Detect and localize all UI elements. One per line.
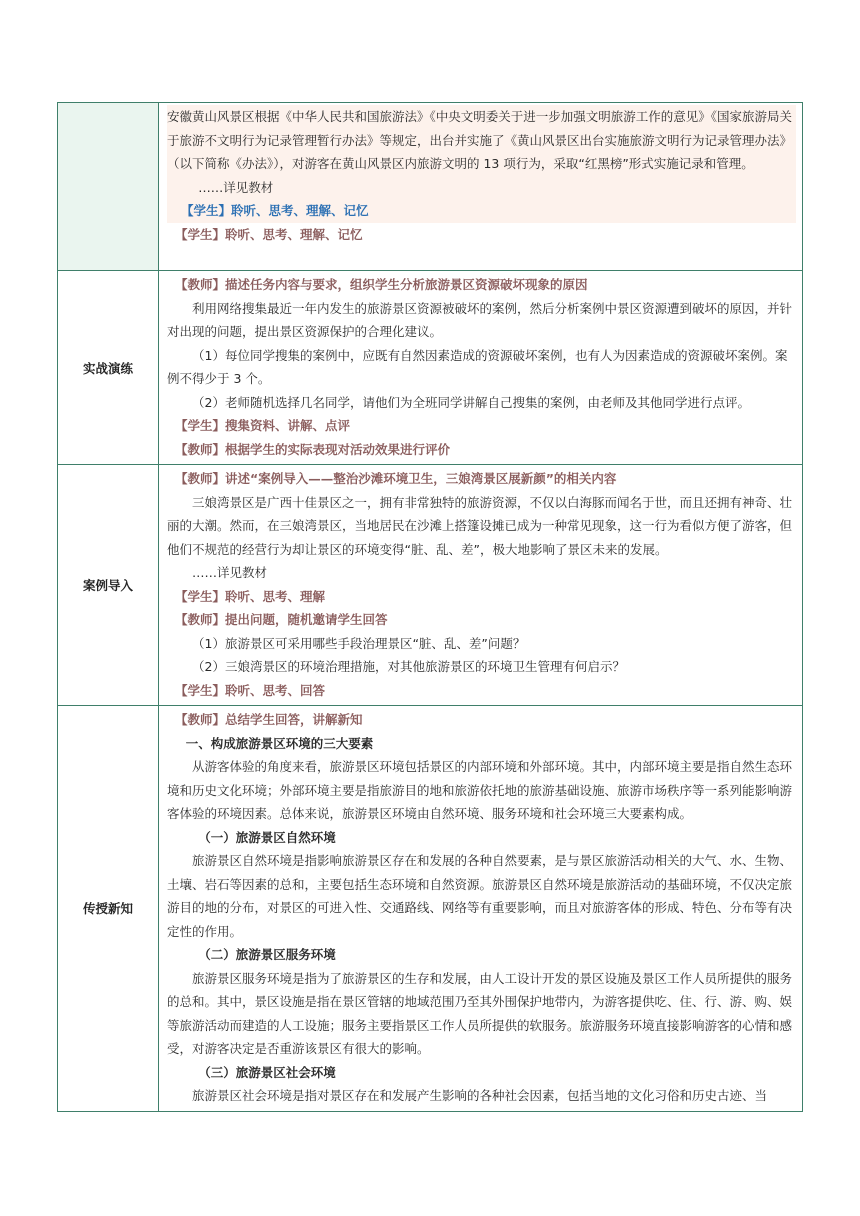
paragraph: 旅游景区自然环境是指影响旅游景区存在和发展的各种自然要素，是与景区旅游活动相关的大气、水、生物、土壤、岩石等因素的总和，主要包括生态环境和自然资源。旅游景区自然环境是旅游活动的基础环境，不仅决定旅游目的地的分布，对景区的可进入性、交通路线、网络等有重要影响，而且对旅游客体的形成、特色、分布等有决定性的作用。: [167, 853, 793, 939]
question-item: （1）旅游景区可采用哪些手段治理景区“脏、乱、差”问题？: [192, 635, 526, 651]
paragraph: 利用网络搜集最近一年内发生的旅游景区资源被破坏的案例，然后分析案例中景区资源遭到破坏的原因，并针对出现的问题，提出景区资源保护的合理化建议。: [167, 300, 793, 339]
student-activity-tag: 【学生】聆听、思考、理解、记忆: [181, 203, 369, 218]
paragraph: （2）老师随机选择几名同学，请他们为全班同学讲解自己搜集的案例，由老师及其他同学进行点评。: [192, 394, 750, 410]
row-label: 传授新知: [58, 706, 159, 1112]
student-activity-tag: 【学生】搜集资料、讲解、点评: [175, 418, 351, 433]
teacher-activity-tag: 【教师】根据学生的实际表现对活动效果进行评价: [175, 441, 451, 457]
teacher-activity-tag: 【教师】讲述“案例导入——整治沙滩环境卫生，三娘湾景区展新颜”的相关内容: [175, 471, 617, 486]
paragraph: 旅游景区社会环境是指对景区存在和发展产生影响的各种社会因素，包括当地的文化习俗和历史古迹、当: [192, 1088, 768, 1103]
row-content-case-intro: [159, 103, 803, 271]
teacher-activity-tag: 【教师】描述任务内容与要求，组织学生分析旅游景区资源破坏现象的原因: [175, 277, 588, 292]
paragraph: 旅游景区服务环境是指为了旅游景区的生存和发展，由人工设计开发的景区设施及景区工作人员所提供的服务的总和。其中，景区设施是指在景区管辖的地域范围乃至其外围保护地带内，为游客提供吃、住、行、游、购、娱等旅游活动而建造的人工设施；服务主要指景区工作人员所提供的软服务。旅游服务环境直接影响游客的心情和感受，对游客决定是否重游该景区有很大的影响。: [167, 970, 793, 1056]
case-paragraph: 安徽黄山风景区根据《中华人民共和国旅游法》《中央文明委关于进一步加强文明旅游工作的意见》《国家旅游局关于旅游不文明行为记录管理暂行办法》等规定，出台并实施了《黄山风景区出台实施旅游文明行为记录管理办法》（以下简称《办法》），对游客在黄山风景区内旅游文明的 13 项行为，采取“红黑榜”形式实施记录和管理。: [167, 109, 793, 171]
student-activity-tag: 【学生】聆听、思考、回答: [175, 682, 326, 698]
teacher-activity-tag: 【教师】总结学生回答，讲解新知: [175, 712, 363, 727]
row-label-empty: [58, 103, 159, 271]
paragraph: 从游客体验的角度来看，旅游景区环境包括景区的内部环境和外部环境。其中，内部环境主要是指自然生态环境和历史文化环境；外部环境主要是指旅游目的地和旅游依托地的旅游基础设施、旅游市场秩序等一系列能影响游客体验的环境因素。总体来说，旅游景区环境由自然环境、服务环境和社会环境三大要素构成。: [167, 759, 793, 821]
lesson-plan-table: [57, 102, 803, 1112]
row-label: 案例导入: [58, 465, 159, 706]
paragraph: （1）每位同学搜集的案例中，应既有自然因素造成的资源破坏案例，也有人为因素造成的资源破坏案例。案例不得少于 3 个。: [167, 347, 788, 386]
table-row: [58, 103, 803, 271]
subsection-heading: （二）旅游景区服务环境: [198, 947, 336, 962]
subsection-heading: （三）旅游景区社会环境: [198, 1064, 336, 1080]
table-row: [58, 706, 803, 1112]
student-activity-tag: 【学生】聆听、思考、理解: [175, 588, 326, 604]
see-textbook-note: ……详见教材: [198, 179, 274, 195]
see-textbook-note: ……详见教材: [192, 565, 268, 580]
question-item: （2）三娘湾景区的环境治理措施，对其他旅游景区的环境卫生管理有何启示？: [192, 659, 625, 674]
row-content-practice: [159, 271, 803, 465]
row-content-case-study: [159, 465, 803, 706]
row-content-new-knowledge: [159, 706, 803, 1112]
section-heading: 一、构成旅游景区环境的三大要素: [185, 735, 374, 751]
row-label: 实战演练: [58, 271, 159, 465]
table-row: [58, 465, 803, 706]
shaded-case-block: [167, 105, 796, 223]
subsection-heading: （一）旅游景区自然环境: [198, 829, 336, 845]
student-activity-tag: 【学生】聆听、思考、理解、记忆: [175, 226, 363, 242]
paragraph: 三娘湾景区是广西十佳景区之一，拥有非常独特的旅游资源，不仅以白海豚而闻名于世，而且还拥有神奇、壮丽的大潮。然而，在三娘湾景区，当地居民在沙滩上搭篷设摊已成为一种常见现象，这一行为看似方便了游客，但他们不规范的经营行为却让景区的环境变得“脏、乱、差”，极大地影响了景区未来的发展。: [167, 494, 793, 557]
teacher-activity-tag: 【教师】提出问题，随机邀请学生回答: [175, 612, 388, 627]
table-row: [58, 271, 803, 465]
